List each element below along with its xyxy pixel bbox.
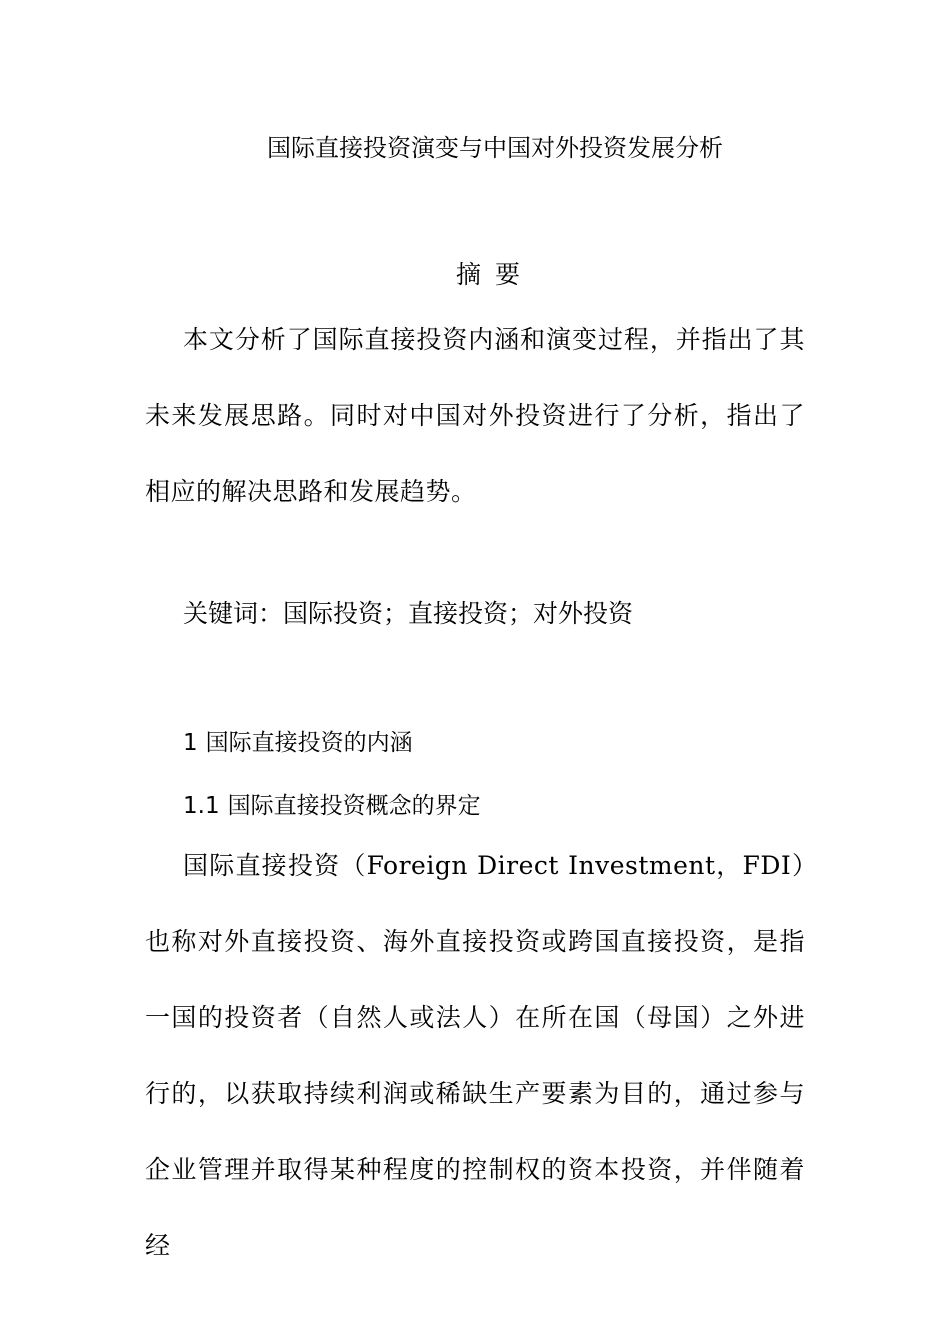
abstract-paragraph: 本文分析了国际直接投资内涵和演变过程，并指出了其未来发展思路。同时对中国对外投资进行了分析，指出了相应的解决思路和发展趋势。: [145, 325, 805, 506]
keywords-line: 关键词：国际投资；直接投资；对外投资: [183, 599, 634, 628]
section-heading-1-1: [183, 789, 481, 823]
section-heading-1: [183, 726, 413, 760]
abstract-heading: 摘要: [455, 260, 534, 289]
section-number: 1: [183, 730, 198, 756]
section-title: 国际直接投资的内涵: [205, 730, 413, 756]
section-number: 1.1: [183, 793, 220, 819]
document-title: 国际直接投资演变与中国对外投资发展分析: [267, 134, 723, 162]
fdi-definition-paragraph: 国际直接投资（Foreign Direct Investment，FDI）也称对外直接投资、海外直接投资或跨国直接投资，是指一国的投资者（自然人或法人）在所在国（母国）之外进行的，以获取持续利润或稀缺生产要素为目的，通过参与企业管理并取得某种程度的控制权的资本投资，并伴随着经: [145, 851, 805, 1260]
section-title: 国际直接投资概念的界定: [227, 793, 481, 819]
